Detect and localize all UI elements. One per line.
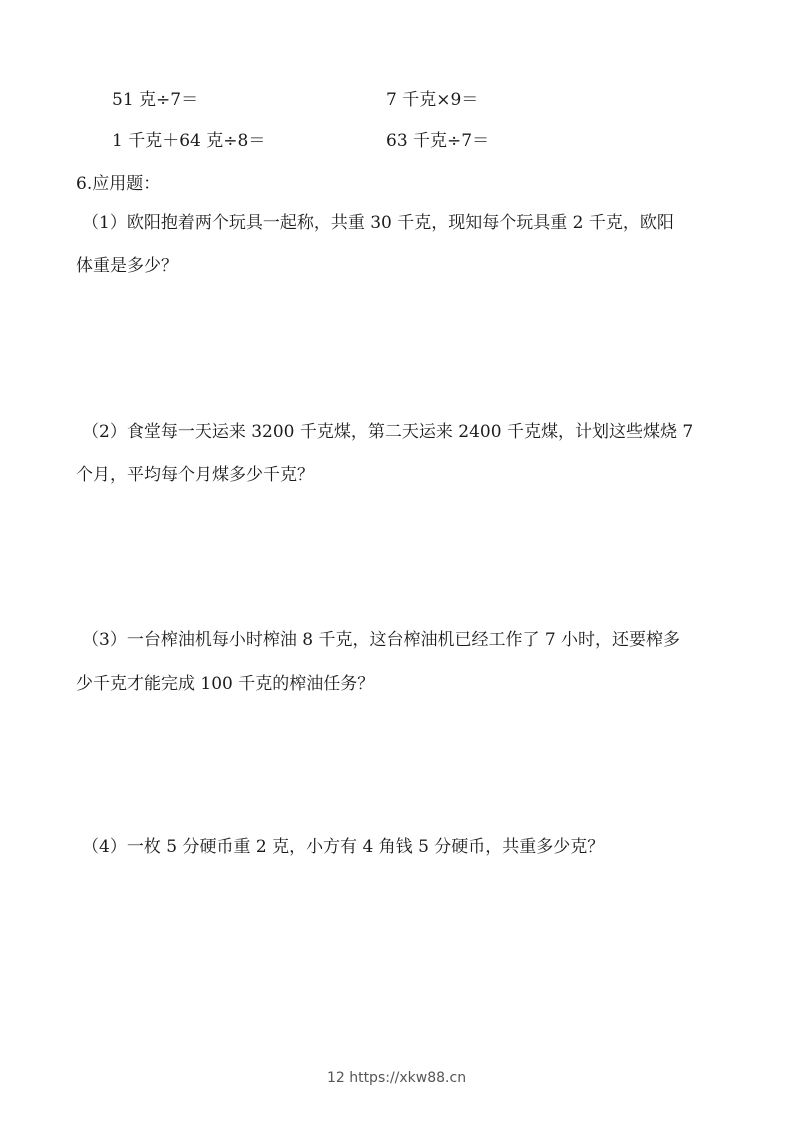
- question-1-line-2: 体重是多少？: [76, 256, 178, 276]
- question-3-line-2: 少千克才能完成 100 千克的榨油任务？: [76, 674, 375, 694]
- page-footer: 12 https://xkw88.cn: [326, 1070, 467, 1086]
- question-2-line-1: （2）食堂每一天运来 3200 千克煤，第二天运来 2400 千克煤，计划这些煤烧 7: [82, 422, 694, 442]
- calc-row-2-right: 63 千克÷7＝: [386, 131, 490, 151]
- question-4-line-1: （4）一枚 5 分硬币重 2 克，小方有 4 角钱 5 分硬币，共重多少克？: [82, 837, 605, 857]
- question-3-line-1: （3）一台榨油机每小时榨油 8 千克，这台榨油机已经工作了 7 小时，还要榨多: [82, 630, 681, 650]
- question-1-line-1: （1）欧阳抱着两个玩具一起称，共重 30 千克，现知每个玩具重 2 千克，欧阳: [82, 213, 674, 233]
- section-title: 6.应用题：: [76, 174, 161, 194]
- calc-row-2-left: 1 千克＋64 克÷8＝: [112, 131, 266, 151]
- calc-row-1-right: 7 千克×9＝: [386, 90, 479, 110]
- question-2-line-2: 个月，平均每个月煤多少千克？: [76, 465, 314, 485]
- calc-row-1-left: 51 克÷7＝: [112, 90, 199, 110]
